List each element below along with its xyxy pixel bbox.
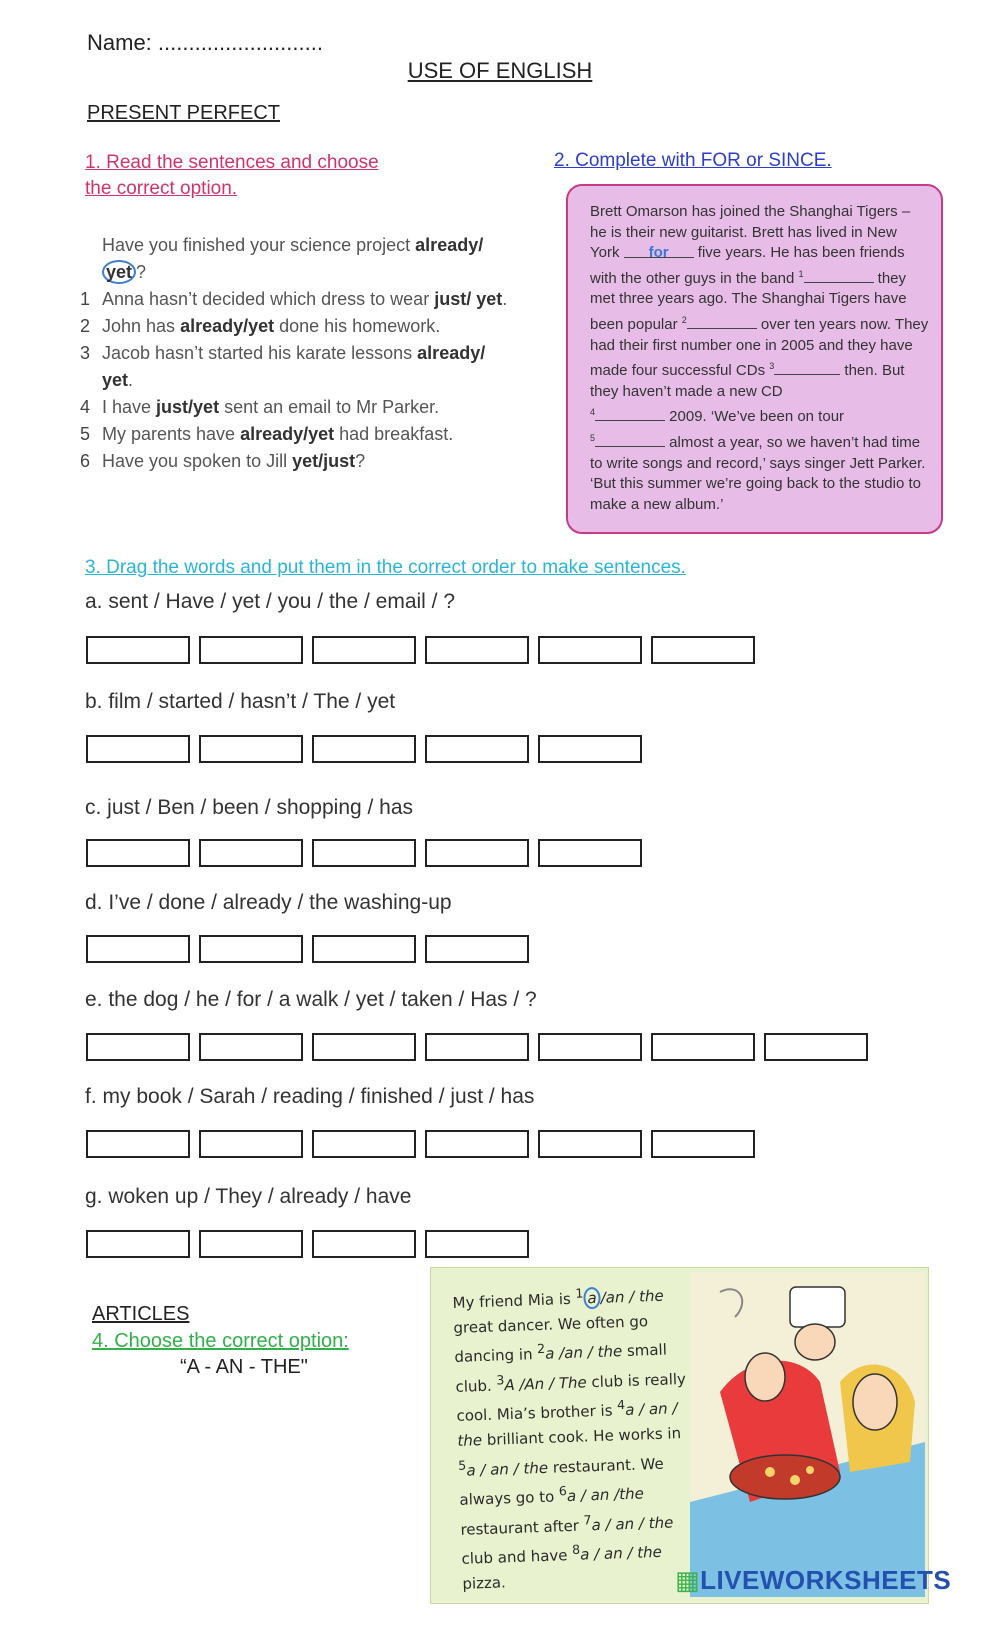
ex4-text-5: brilliant cook. He works in <box>481 1424 682 1450</box>
drop-target-box[interactable] <box>538 1130 642 1158</box>
ex1-heading-line1: 1. Read the sentences and choose <box>85 152 379 173</box>
drop-target-box[interactable] <box>764 1033 868 1061</box>
ex4-num-8: 8 <box>571 1542 581 1558</box>
drop-target-box[interactable] <box>425 1130 529 1158</box>
ex4-choice-1-answer[interactable]: a <box>583 1287 601 1310</box>
ex3-answer-row-e <box>86 1033 868 1061</box>
drop-target-box[interactable] <box>425 636 529 664</box>
ex4-choice-4[interactable]: a / an / the <box>457 1399 678 1450</box>
footer-brand-text: LIVEWORKSHEETS <box>700 1565 952 1595</box>
ex2-blank-5[interactable] <box>595 432 665 447</box>
ex2-blank-0[interactable] <box>624 243 694 262</box>
ex1-item <box>80 394 520 421</box>
ex3-sentence-b: b. film / started / hasn’t / The / yet <box>85 690 396 713</box>
drop-target-box[interactable] <box>86 1230 190 1258</box>
ex1-item-text: My parents have <box>102 424 241 444</box>
pizza <box>730 1455 840 1499</box>
ex3-sentence-g: g. woken up / They / already / have <box>85 1185 412 1208</box>
drop-target-box[interactable] <box>86 636 190 664</box>
ex2-blank-2[interactable] <box>687 314 757 329</box>
ex4-num-1: 1 <box>575 1285 584 1301</box>
ex4-choice-2[interactable]: a /an / the <box>544 1342 623 1363</box>
drop-target-box[interactable] <box>199 735 303 763</box>
ex2-answer-0: for <box>648 244 669 262</box>
drop-target-box[interactable] <box>199 636 303 664</box>
drop-target-box[interactable] <box>199 839 303 867</box>
ex4-text-7: restaurant after <box>460 1516 584 1539</box>
ex1-item-end: . <box>502 289 508 309</box>
ex1-item-text: John has <box>102 316 181 336</box>
ex1-item-text: Have you spoken to Jill <box>102 451 293 471</box>
ex1-item-number: 4 <box>80 397 91 417</box>
drop-target-box[interactable] <box>425 1230 529 1258</box>
ex2-num-1: 1 <box>798 268 804 279</box>
ex2-num-2: 2 <box>681 314 687 325</box>
drop-target-box[interactable] <box>312 839 416 867</box>
ex3-answer-row-a <box>86 636 755 664</box>
ex3-answer-row-g <box>86 1230 529 1258</box>
ex2-text-7: almost a year, so we haven’t had time to write songs and record,’ says singer Jett Parker. ‘But this summer we’re going back to the studio to make a new album.’ <box>590 433 926 513</box>
drop-target-box[interactable] <box>425 1033 529 1061</box>
ex1-example-slash: / <box>478 235 484 255</box>
ex2-passage <box>590 202 930 515</box>
ex1-item <box>80 340 520 394</box>
page-title: USE OF ENGLISH <box>407 58 593 83</box>
ex4-choice-5[interactable]: a / an / the <box>466 1458 549 1480</box>
ex1-item-options[interactable]: just/ yet <box>434 289 503 309</box>
drop-target-box[interactable] <box>425 735 529 763</box>
ex4-choice-7[interactable]: a / an / the <box>591 1513 674 1535</box>
ex1-item-end: had breakfast. <box>334 424 454 444</box>
ex1-item-text: I have <box>102 397 157 417</box>
ex1-item-options[interactable]: yet/just <box>292 451 356 471</box>
drop-target-box[interactable] <box>199 1130 303 1158</box>
drop-target-box[interactable] <box>312 1130 416 1158</box>
ex3-answer-row-b <box>86 735 642 763</box>
ex1-item-end: . <box>128 370 134 390</box>
ex4-num-7: 7 <box>583 1512 592 1528</box>
chef-hat <box>790 1287 845 1327</box>
ex2-num-4: 4 <box>590 407 596 418</box>
ex3-sentence-e: e. the dog / he / for / a walk / yet / taken / Has / ? <box>85 988 537 1011</box>
ex4-choice-8[interactable]: a / an / the <box>579 1543 663 1565</box>
drop-target-box[interactable] <box>538 839 642 867</box>
ex4-text-3: small club. <box>455 1340 668 1396</box>
drop-target-box[interactable] <box>199 1033 303 1061</box>
ex1-item-text: Anna hasn’t decided which dress to wear <box>102 289 435 309</box>
ex4-text-2: great dancer. We often go dancing in <box>453 1311 649 1367</box>
ex1-sentences <box>80 232 520 475</box>
ex3-sentence-c: c. just / Ben / been / shopping / has <box>85 796 414 819</box>
ex1-item-options[interactable]: already/ yet <box>102 343 486 390</box>
ex1-item-options[interactable]: already/yet <box>240 424 335 444</box>
ex4-num-4: 4 <box>616 1397 626 1413</box>
drop-target-box[interactable] <box>86 1033 190 1061</box>
diner-face-2 <box>745 1353 785 1401</box>
ex1-heading-line2: the correct option. <box>85 178 238 199</box>
ex1-item <box>80 448 520 475</box>
ex1-item <box>80 421 520 448</box>
drop-target-box[interactable] <box>86 735 190 763</box>
drop-target-box[interactable] <box>199 935 303 963</box>
ex1-example-option[interactable]: already <box>415 235 479 255</box>
liveworksheets-logo-icon: ▦ <box>675 1565 701 1595</box>
articles-title: ARTICLES <box>92 1303 190 1325</box>
ex4-choice-3[interactable]: A /An / The <box>504 1373 588 1395</box>
ex1-item-end: ? <box>355 451 366 471</box>
diner-face <box>853 1374 897 1430</box>
ex1-example-answer[interactable]: yet <box>102 260 136 284</box>
ex4-text-6: restaurant. We always go to <box>459 1454 664 1510</box>
drop-target-box[interactable] <box>651 1130 755 1158</box>
ex4-text-9: pizza. <box>462 1573 507 1593</box>
ex1-item-text: Jacob hasn’t started his karate lessons <box>102 343 418 363</box>
drop-target-box[interactable] <box>199 1230 303 1258</box>
ex2-num-5: 5 <box>590 432 596 443</box>
ex4-text-1: My friend Mia is <box>452 1289 576 1312</box>
name-label: Name: ........................... <box>87 30 323 55</box>
ex3-sentence-f: f. my book / Sarah / reading / finished / just / has <box>85 1085 535 1108</box>
ex1-item <box>80 286 520 313</box>
ex2-blank-3[interactable] <box>774 360 840 375</box>
ex4-text-8: club and have <box>461 1546 573 1569</box>
ex1-item-number: 6 <box>80 451 91 471</box>
ex4-text-4: club is really cool. Mia’s brother is <box>456 1369 687 1426</box>
ex1-item-number: 3 <box>80 343 91 363</box>
ex3-answer-row-c <box>86 839 642 867</box>
ex2-text-4: over ten years now. They had their first number one in 2005 and they have made four successful CDs <box>590 315 929 380</box>
ex4-heading: 4. Choose the correct option: <box>92 1330 349 1352</box>
drop-target-box[interactable] <box>651 1033 755 1061</box>
pizza-topping <box>765 1467 775 1477</box>
restaurant-illustration <box>690 1272 925 1597</box>
ex1-item-options[interactable]: just/yet <box>156 397 220 417</box>
drop-target-box[interactable] <box>312 735 416 763</box>
ex1-item-end: sent an email to Mr Parker. <box>219 397 440 417</box>
drop-target-box[interactable] <box>538 636 642 664</box>
drop-target-box[interactable] <box>312 1033 416 1061</box>
footer-brand <box>675 1565 951 1596</box>
ex2-blank-1[interactable] <box>804 268 874 283</box>
ex1-item <box>80 313 520 340</box>
drop-target-box[interactable] <box>86 1130 190 1158</box>
chef-face <box>795 1324 835 1360</box>
pizza-topping <box>806 1466 814 1474</box>
ex1-heading <box>85 150 379 202</box>
drop-target-box[interactable] <box>312 636 416 664</box>
drop-target-box[interactable] <box>86 935 190 963</box>
ex4-num-5: 5 <box>457 1457 467 1473</box>
drop-target-box[interactable] <box>425 935 529 963</box>
drop-target-box[interactable] <box>538 1033 642 1061</box>
ex3-answer-row-f <box>86 1130 755 1158</box>
ex2-heading: 2. Complete with FOR or SINCE. <box>554 150 832 171</box>
ex3-sentence-a: a. sent / Have / yet / you / the / email / ? <box>85 590 456 613</box>
ex2-text-3: they met three years ago. The Shanghai Tigers have been popular <box>590 269 907 333</box>
ex1-item-options[interactable]: already/yet <box>180 316 275 336</box>
pizza-topping <box>790 1475 800 1485</box>
ex1-example-end: ? <box>136 262 147 282</box>
drop-target-box[interactable] <box>312 1230 416 1258</box>
ex3-sentence-d: d. I’ve / done / already / the washing-up <box>85 891 452 914</box>
drop-target-box[interactable] <box>651 636 755 664</box>
ex3-answer-row-d <box>86 935 529 963</box>
drop-target-box[interactable] <box>425 839 529 867</box>
ex2-text-6: 2009. ‘We’ve been on tour <box>665 408 845 426</box>
drop-target-box[interactable] <box>312 935 416 963</box>
ex1-example-text: Have you finished your science project <box>102 235 416 255</box>
ex4-num-2: 2 <box>536 1340 546 1357</box>
ex1-item-number: 5 <box>80 424 91 444</box>
ex1-example <box>80 232 520 286</box>
ex2-blank-4[interactable] <box>595 406 665 421</box>
drop-target-box[interactable] <box>538 735 642 763</box>
drop-target-box[interactable] <box>86 839 190 867</box>
ex2-text-1: Brett Omarson has joined the Shanghai Tigers – he is their new guitarist. Brett has lived in New York <box>590 203 911 262</box>
ex1-item-number: 2 <box>80 316 91 336</box>
ex4-passage <box>452 1278 703 1597</box>
ex4-num-6: 6 <box>558 1483 568 1499</box>
ex4-choice-1[interactable]: /an / the <box>600 1286 664 1307</box>
ex1-item-end: done his homework. <box>274 316 441 336</box>
ex4-choice-6[interactable]: a / an /the <box>566 1484 645 1506</box>
ex2-text-2: five years. He has been friends with the other guys in the band <box>590 244 905 287</box>
ex4-num-3: 3 <box>496 1372 505 1388</box>
ex1-item-number: 1 <box>80 289 91 309</box>
ex2-num-3: 3 <box>769 361 775 372</box>
section-subtitle: PRESENT PERFECT <box>87 102 280 124</box>
ex2-text-5: then. But they haven’t made a new CD <box>590 362 905 400</box>
ex4-options-line: “A - AN - THE" <box>180 1356 308 1378</box>
ex3-heading: 3. Drag the words and put them in the correct order to make sentences. <box>85 557 686 578</box>
